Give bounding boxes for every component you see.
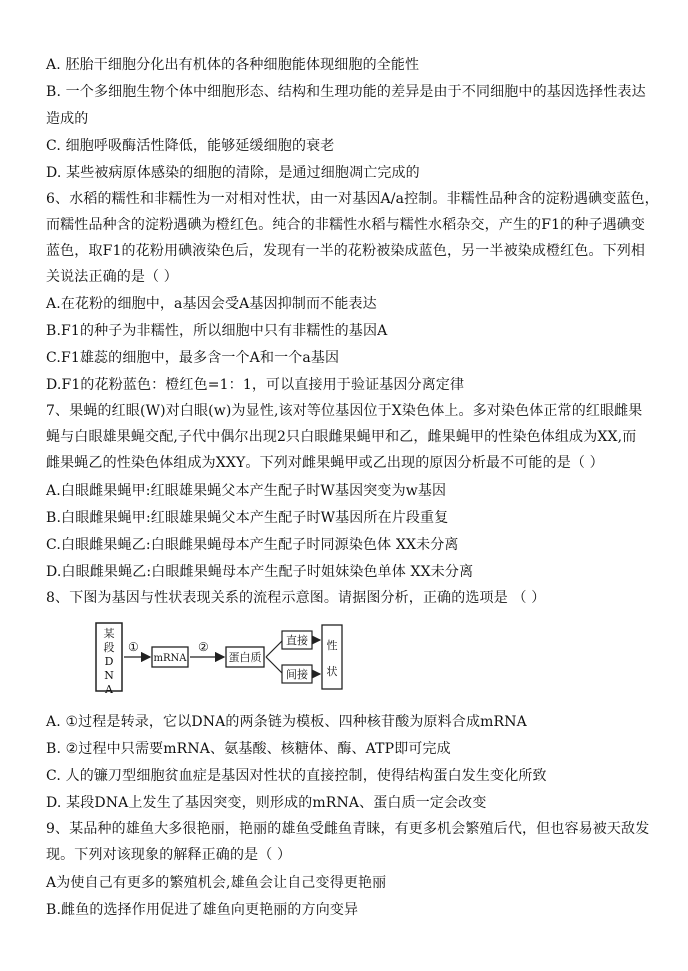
option-8d: D. 某段DNA上发生了基因突变，则形成的mRNA、蛋白质一定会改变	[46, 795, 487, 811]
question-7-line2: 蝇与白眼雄果蝇交配,子代中偶尔出现2只白眼雌果蝇甲和乙，雌果蝇甲的性染色体组成为XX,而	[46, 429, 637, 445]
option-5b-line1: B. 一个多细胞生物个体中细胞形态、结构和生理功能的差异是由于不同细胞中的基因选择性表达	[46, 84, 646, 100]
question-6-line2: 而糯性品种含的淀粉遇碘为橙红色。纯合的非糯性水稻与糯性水稻杂交，产生的F1的种子遇碘变	[46, 217, 646, 233]
option-7c: C.白眼雌果蝇乙:白眼雌果蝇母本产生配子时同源染色体 XX未分离	[46, 537, 459, 553]
option-5d: D. 某些被病原体感染的细胞的清除，是通过细胞凋亡完成的	[46, 165, 420, 181]
mrna-label: mRNA	[153, 653, 187, 664]
question-7-line1: 7、果蝇的红眼(W)对白眼(w)为显性,该对等位基因位于X染色体上。多对染色体正常的红眼雌果	[46, 403, 643, 419]
option-9b: B.雌鱼的选择作用促进了雄鱼向更艳丽的方向变异	[46, 902, 359, 918]
option-9a: A为使自己有更多的繁殖机会,雄鱼会让自己变得更艳丽	[46, 875, 387, 891]
question-9-line1: 9、某品种的雄鱼大多很艳丽，艳丽的雄鱼受雌鱼青睐，有更多机会繁殖后代，但也容易被天敌发	[46, 821, 650, 837]
step-1-label: ①	[128, 640, 139, 654]
dna-label: 某段 D N A	[103, 627, 115, 696]
option-6b: B.F1的种子为非糯性，所以细胞中只有非糯性的基因A	[46, 323, 388, 339]
question-6-line3: 蓝色，取F1的花粉用碘液染色后，发现有一半的花粉被染成蓝色，另一半被染成橙红色。下列相	[46, 243, 646, 259]
gene-trait-flow-diagram	[86, 617, 356, 699]
question-8-stem: 8、下图为基因与性状表现关系的流程示意图。请据图分析，正确的选项是 （ ）	[46, 590, 546, 606]
protein-label: 蛋白质	[228, 651, 262, 664]
indirect-label: 间接	[286, 668, 308, 681]
option-8c: C. 人的镰刀型细胞贫血症是基因对性状的直接控制，使得结构蛋白发生变化所致	[46, 768, 547, 784]
step-2-label: ②	[198, 640, 209, 654]
trait-label-2: 状	[326, 665, 338, 678]
question-6-line4: 关说法正确的是（ ）	[46, 269, 178, 285]
question-6-line1: 6、水稻的糯性和非糯性为一对相对性状，由一对基因A/a控制。非糯性品种含的淀粉遇碘变蓝色，	[46, 191, 659, 207]
question-9-line2: 现。下列对该现象的解释正确的是（ ）	[46, 847, 292, 863]
option-8b: B. ②过程中只需要mRNA、氨基酸、核糖体、酶、ATP即可完成	[46, 741, 451, 757]
trait-label-1: 性	[326, 639, 338, 652]
option-6d: D.F1的花粉蓝色：橙红色=1：1，可以直接用于验证基因分离定律	[46, 377, 465, 393]
option-6c: C.F1雄蕊的细胞中，最多含一个A和一个a基因	[46, 350, 340, 366]
option-8a: A. ①过程是转录，它以DNA的两条链为模板、四种核苷酸为原料合成mRNA	[46, 714, 527, 730]
option-5c: C. 细胞呼吸酶活性降低，能够延缓细胞的衰老	[46, 138, 335, 154]
direct-label: 直接	[286, 634, 308, 647]
option-5b-line2: 造成的	[46, 111, 89, 127]
trait-box	[322, 625, 342, 689]
question-7-line3: 雌果蝇乙的性染色体组成为XXY。下列对雌果蝇甲或乙出现的原因分析最不可能的是（ ）	[46, 455, 604, 471]
option-7b: B.白眼雌果蝇甲:红眼雄果蝇父本产生配子时W基因所在片段重复	[46, 510, 449, 526]
option-6a: A.在花粉的细胞中，a基因会受A基因抑制而不能表达	[46, 296, 377, 312]
option-7d: D.白眼雌果蝇乙:白眼雌果蝇母本产生配子时姐妹染色单体 XX未分离	[46, 564, 474, 580]
option-5a: A. 胚胎干细胞分化出有机体的各种细胞能体现细胞的全能性	[46, 57, 420, 73]
option-7a: A.白眼雌果蝇甲:红眼雄果蝇父本产生配子时W基因突变为w基因	[46, 483, 447, 499]
